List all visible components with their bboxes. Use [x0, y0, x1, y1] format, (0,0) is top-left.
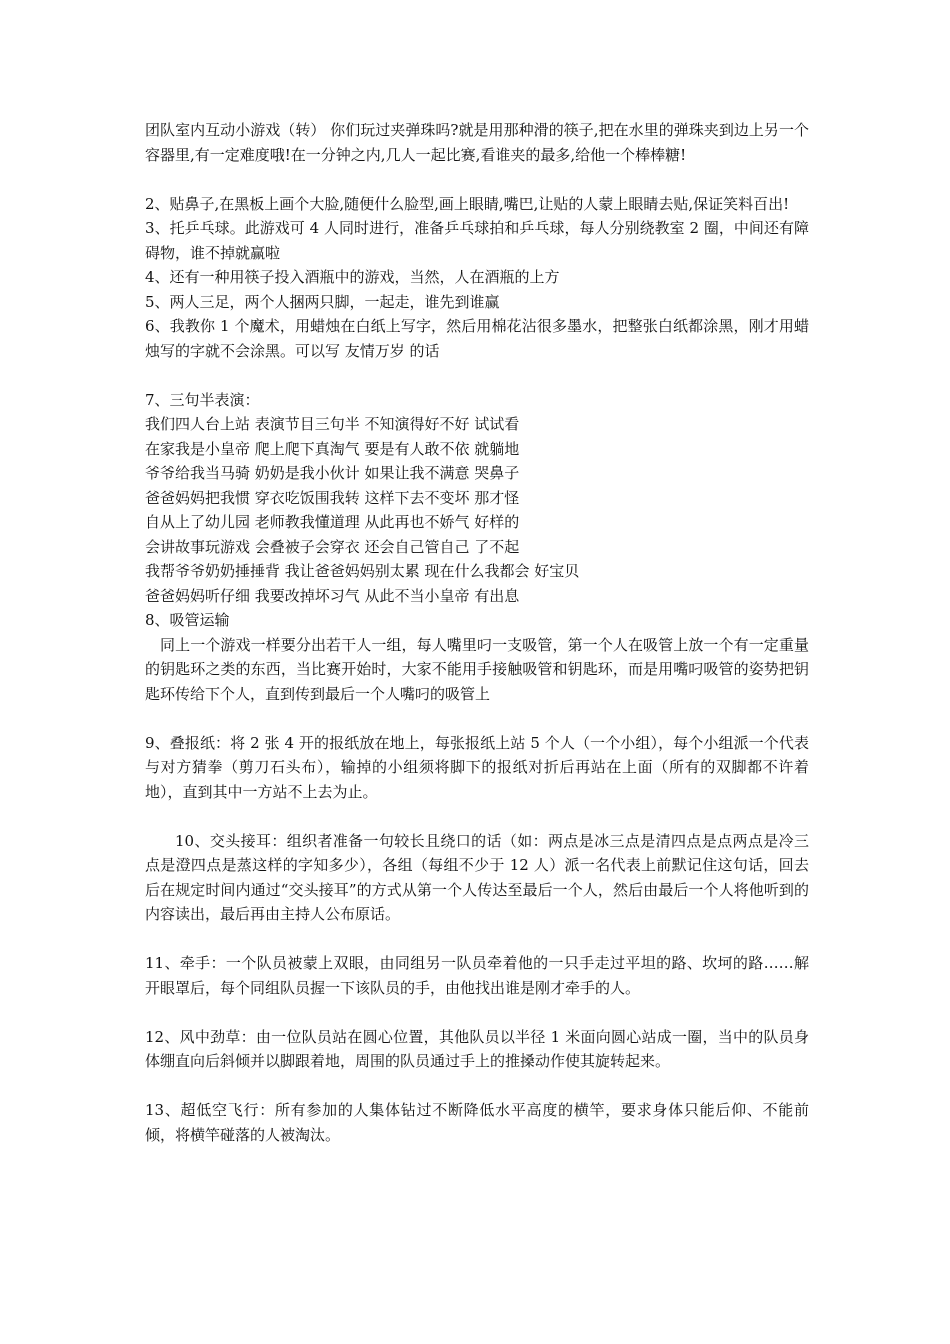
paragraph-item-4: 4、还有一种用筷子投入酒瓶中的游戏，当然，人在酒瓶的上方 [145, 268, 560, 286]
verse-line: 我们四人台上站 表演节目三句半 不知演得好不好 试试看 [145, 415, 520, 433]
paragraph-item-11: 11、牵手：一个队员被蒙上双眼，由同组另一队员牵着他的一只手走过平坦的路、坎坷的路……解开眼罩后，每个同组队员握一下该队员的手，由他找出谁是刚才牵手的人。 [145, 954, 809, 997]
blank-line [145, 167, 809, 192]
verse-line: 爷爷给我当马骑 奶奶是我小伙计 如果让我不满意 哭鼻子 [145, 464, 520, 482]
blank-line [145, 1074, 809, 1099]
paragraph-item-13: 13、超低空飞行：所有参加的人集体钻过不断降低水平高度的横竿，要求身体只能后仰、不能前倾，将横竿碰落的人被淘汰。 [145, 1101, 809, 1144]
paragraph-item-9: 9、叠报纸：将 2 张 4 开的报纸放在地上，每张报纸上站 5 个人（一个小组），每个小组派一个代表与对方猜拳（剪刀石头布），输掉的小组须将脚下的报纸对折后再站在上面（所有的双脚都不许着地），直到其中一方站不上去为止。 [145, 733, 809, 801]
blank-line [145, 1000, 809, 1025]
heading-item-8: 8、吸管运输 [145, 611, 230, 629]
verse-line: 会讲故事玩游戏 会叠被子会穿衣 还会自己管自己 了不起 [145, 537, 520, 556]
paragraph-item-3: 3、托乒乓球。此游戏可 4 人同时进行，准备乒乓球拍和乒乓球，每人分别绕教室 2 圈，中间还有障碍物，谁不掉就赢啦 [145, 219, 809, 262]
blank-line [145, 927, 809, 952]
blank-line [145, 706, 809, 731]
paragraph-item-10: 10、交头接耳：组织者准备一句较长且绕口的话（如：两点是冰三点是清四点是点两点是冷三点是澄四点是蒸这样的字知多少），各组（每组不少于 12 人）派一名代表上前默记住这句话，回去后在规定时间内通过“交头接耳”的方式从第一个人传达至最后一个人，然后由最后一个人将他听到的内容读出，最后再由主持人公布原话。 [145, 831, 809, 923]
blank-line [145, 804, 809, 829]
heading-item-7: 7、三句半表演： [145, 390, 260, 409]
verse-line: 自从上了幼儿园 老师教我懂道理 从此再也不娇气 好样的 [145, 513, 520, 531]
verse-line: 在家我是小皇帝 爬上爬下真淘气 要是有人敢不依 就躺地 [145, 439, 520, 458]
document-body [145, 118, 809, 1147]
paragraph-item-12: 12、风中劲草：由一位队员站在圆心位置，其他队员以半径 1 米面向圆心站成一圈，当中的队员身体绷直向后斜倾并以脚跟着地，周围的队员通过手上的推搡动作使其旋转起来。 [145, 1027, 809, 1070]
blank-line [145, 363, 809, 388]
paragraph-item-8: 同上一个游戏一样要分出若干人一组，每人嘴里叼一支吸管，第一个人在吸管上放一个有一定重量的钥匙环之类的东西，当比赛开始时，大家不能用手接触吸管和钥匙环，而是用嘴叼吸管的姿势把钥匙环传给下个人，直到传到最后一个人嘴叼的吸管上 [145, 635, 809, 703]
verse-line: 爸爸妈妈听仔细 我要改掉坏习气 从此不当小皇帝 有出息 [145, 586, 520, 605]
verse-line: 爸爸妈妈把我惯 穿衣吃饭围我转 这样下去不变坏 那才怪 [145, 488, 520, 507]
paragraph-item-5: 5、两人三足，两个人捆两只脚，一起走，谁先到谁赢 [145, 292, 500, 311]
paragraph-item-6: 6、我教你 1 个魔术，用蜡烛在白纸上写字，然后用棉花沾很多墨水，把整张白纸都涂黑，刚才用蜡烛写的字就不会涂黑。可以写 友情万岁 的话 [145, 317, 809, 360]
paragraph-intro: 团队室内互动小游戏（转） 你们玩过夹弹珠吗?就是用那种滑的筷子,把在水里的弹珠夹到边上另一个容器里,有一定难度哦!在一分钟之内,几人一起比赛,看谁夹的最多,给他一个棒棒糖! [145, 121, 809, 164]
paragraph-item-2: 2、贴鼻子,在黑板上画个大脸,随便什么脸型,画上眼睛,嘴巴,让贴的人蒙上眼睛去贴,保证笑料百出! [145, 194, 790, 213]
verse-line: 我帮爷爷奶奶捶捶背 我让爸爸妈妈别太累 现在什么我都会 好宝贝 [145, 562, 580, 580]
